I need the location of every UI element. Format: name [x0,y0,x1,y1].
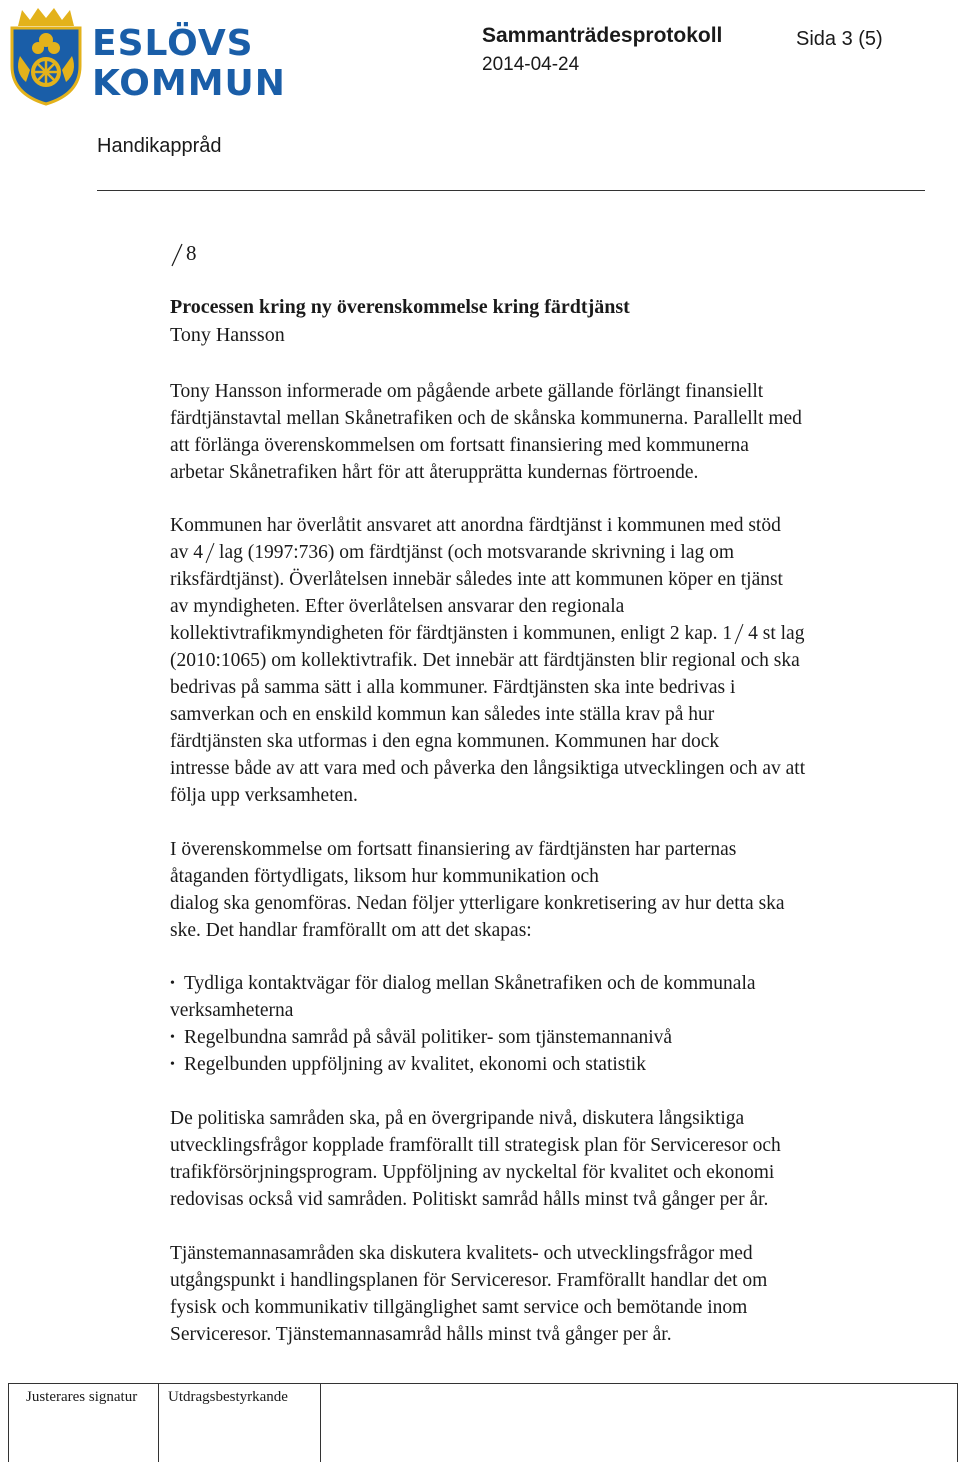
municipality-logo-text [92,23,286,104]
bullet-icon: • [170,1030,175,1045]
paragraph-line: trafikförsörjningsprogram. Uppföljning av nyckeltal för kvalitet och ekonomi [170,1162,775,1183]
bullet-list [170,970,756,1078]
paragraph-line: arbetar Skånetrafiken hårt för att återupprätta kundernas förtroende. [170,462,699,483]
footer-border [8,1384,9,1462]
page-number: Sida 3 (5) [796,28,883,50]
paragraph-line: Tony Hansson informerade om pågående arbete gällande förlängt finansiellt [170,381,764,402]
footer-border [957,1384,958,1462]
paragraph-1 [170,378,802,486]
organization-name: Handikappråd [97,135,222,157]
paragraph-line: ske. Det handlar framförallt om att det skapas: [170,920,532,941]
paragraph-line: bedrivas på samma sätt i alla kommuner. Färdtjänsten ska inte bedrivas i [170,677,736,698]
paragraph-5 [170,1240,767,1348]
paragraph-text: kollektivtrafikmyndigheten för färdtjänsten i kommunen, enligt 2 kap. 1 [170,623,733,644]
paragraph-line: I överenskommelse om fortsatt finansiering av färdtjänsten har parternas [170,839,737,860]
paragraph-line: följa upp verksamheten. [170,785,358,806]
paragraph-line: Serviceresor. Tjänstemannasamråd hålls minst två gånger per år. [170,1324,672,1345]
paragraph-2 [170,512,805,809]
paragraph-line: Kommunen har överlåtit ansvaret att anordna färdtjänst i kommunen med stöd [170,515,781,536]
paragraph-text: av 4 [170,542,204,563]
paragraph-line [170,620,805,647]
paragraph-text: lag (1997:736) om färdtjänst (och motsvarande skrivning i lag om [219,542,735,563]
paragraph-line: riksfärdtjänst). Överlåtelsen innebär således inte att kommunen köper en tjänst [170,569,783,590]
paragraph-line: färdtjänsten ska utformas i den egna kommunen. Kommunen har dock [170,731,720,752]
paragraph-line: utvecklingsfrågor kopplade framförallt till strategisk plan för Serviceresor och [170,1135,781,1156]
footer-divider [320,1384,321,1462]
paragraph-line: att förlänga överenskommelsen om fortsatt finansiering med kommunerna [170,435,749,456]
meeting-date: 2014-04-24 [482,54,580,75]
list-item [170,1051,756,1078]
list-item-text: Regelbundna samråd på såväl politiker- som tjänstemannanivå [184,1027,673,1048]
paragraph-line: (2010:1065) om kollektivtrafik. Det innebär att färdtjänsten blir regional och ska [170,650,800,671]
paragraph-line: De politiska samråden ska, på en övergripande nivå, diskutera långsiktiga [170,1108,745,1129]
section-sign-icon [170,242,184,268]
paragraph-line: färdtjänstavtal mellan Skånetrafiken och de skånska kommunerna. Parallellt med [170,408,802,429]
paragraph-line: fysisk och kommunikativ tillgänglighet samt service och bemötande inom [170,1297,748,1318]
signature-footer [8,1383,958,1462]
municipal-coat-of-arms-icon [8,6,84,106]
paragraph-line: redovisas också vid samråden. Politiskt samråd hålls minst två gånger per år. [170,1189,769,1210]
logo-line-2: KOMMUN [92,63,286,104]
paragraph-line: Tjänstemannasamråden ska diskutera kvalitets- och utvecklingsfrågor med [170,1243,753,1264]
section-number: 8 [186,241,197,265]
list-item-continuation [170,997,756,1024]
section-sign-icon [734,623,744,645]
list-item-text: Tydliga kontaktvägar för dialog mellan Skånetrafiken och de kommunala [184,973,756,994]
paragraph-line: dialog ska genomföras. Nedan följer ytterligare konkretisering av hur detta ska [170,893,785,914]
paragraph-line: samverkan och en enskild kommun kan således inte ställa krav på hur [170,704,715,725]
list-item [170,1024,756,1051]
paragraph-4 [170,1105,781,1213]
section-title: Processen kring ny överenskommelse kring färdtjänst [170,296,630,318]
header-divider [97,190,925,191]
adjuster-signature-field[interactable]: Justerares signatur [26,1389,138,1405]
footer-divider [158,1384,159,1462]
paragraph-line: intresse både av att vara med och påverka den långsiktiga utvecklingen och av att [170,758,806,779]
section-sign-icon [205,542,215,564]
bullet-icon: • [170,1057,175,1072]
list-item-text: Regelbunden uppföljning av kvalitet, ekonomi och statistik [184,1054,646,1075]
paragraph-text: 4 st lag [748,623,805,644]
paragraph-line: utgångspunkt i handlingsplanen för Serviceresor. Framförallt handlar det om [170,1270,768,1291]
bullet-icon: • [170,976,175,991]
list-item [170,970,756,997]
section-presenter: Tony Hansson [170,324,285,346]
paragraph-line: av myndigheten. Efter överlåtelsen ansvarar den regionala [170,596,625,617]
paragraph-line [170,539,805,566]
document-type: Sammanträdesprotokoll [482,24,723,47]
list-item-text: verksamheterna [170,1000,294,1021]
logo-line-1: ESLÖVS [92,23,254,64]
extract-certification-field[interactable]: Utdragsbestyrkande [168,1389,288,1405]
paragraph-line: åtaganden förtydligats, liksom hur kommunikation och [170,866,599,887]
paragraph-3 [170,836,785,944]
